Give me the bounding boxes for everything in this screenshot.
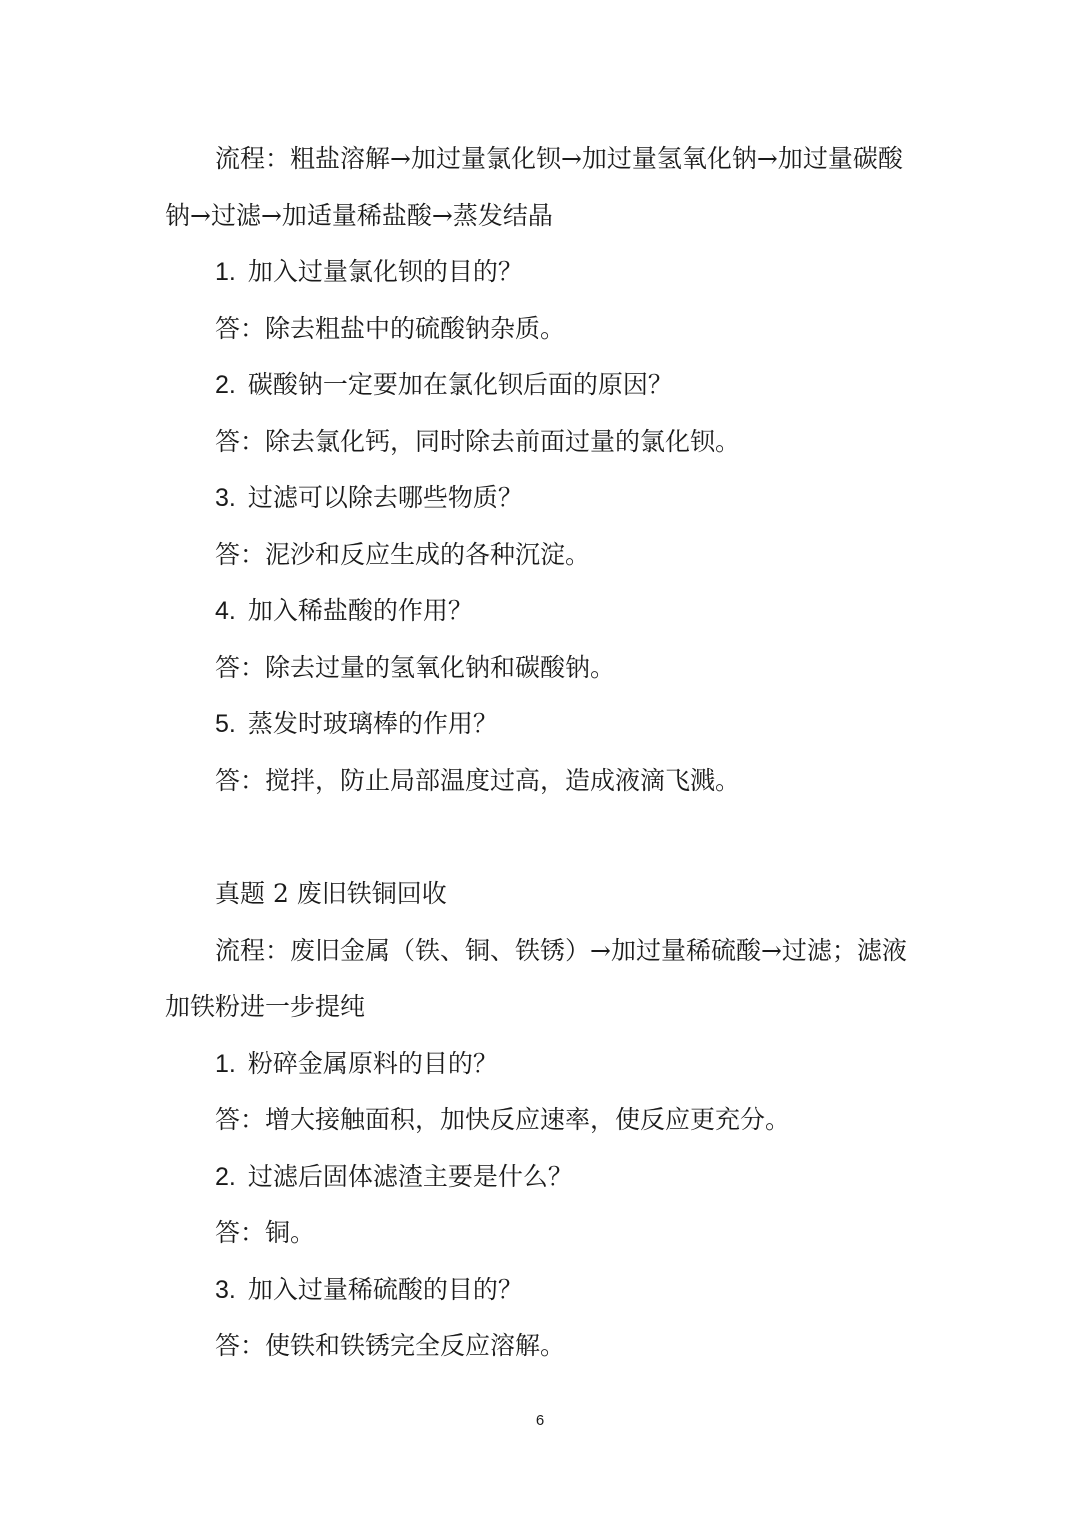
question-number: 1. xyxy=(215,1050,236,1078)
question-text: 过滤可以除去哪些物质？ xyxy=(247,483,523,512)
section-title: 真题 2 废旧铁铜回收 xyxy=(215,879,447,908)
flow-line-continued: 钠→过滤→加适量稀盐酸→蒸发结晶 xyxy=(165,201,553,230)
question xyxy=(0,369,1080,401)
question-text: 加入稀盐酸的作用？ xyxy=(247,596,473,625)
answer: 答：除去氯化钙，同时除去前面过量的氯化钡。 xyxy=(215,427,741,456)
answer: 答：使铁和铁锈完全反应溶解。 xyxy=(215,1331,566,1360)
flow-line: 流程：粗盐溶解→加过量氯化钡→加过量氢氧化钠→加过量碳酸 xyxy=(215,144,903,173)
page-number: 6 xyxy=(535,1412,545,1429)
question xyxy=(0,595,1080,627)
flow-line: 流程：废旧金属（铁、铜、铁锈）→加过量稀硫酸→过滤；滤液 xyxy=(215,936,907,965)
answer: 答：除去粗盐中的硫酸钠杂质。 xyxy=(215,314,566,343)
answer: 答：铜。 xyxy=(215,1218,316,1247)
question-number: 4. xyxy=(215,597,236,625)
question-text: 加入过量稀硫酸的目的？ xyxy=(247,1275,523,1304)
question-number: 3. xyxy=(215,484,236,512)
question-text: 蒸发时玻璃棒的作用？ xyxy=(247,709,498,738)
question xyxy=(0,1161,1080,1193)
flow-line-continued: 加铁粉进一步提纯 xyxy=(165,992,366,1021)
question-text: 加入过量氯化钡的目的？ xyxy=(247,257,523,286)
question-number: 1. xyxy=(215,258,236,286)
question-number: 3. xyxy=(215,1276,236,1304)
question xyxy=(0,708,1080,740)
question xyxy=(0,482,1080,514)
question-text: 过滤后固体滤渣主要是什么？ xyxy=(247,1162,573,1191)
question-text: 碳酸钠一定要加在氯化钡后面的原因？ xyxy=(247,370,673,399)
answer: 答：泥沙和反应生成的各种沉淀。 xyxy=(215,540,591,569)
question xyxy=(0,256,1080,288)
answer: 答：增大接触面积，加快反应速率，使反应更充分。 xyxy=(215,1105,791,1134)
question xyxy=(0,1048,1080,1080)
question-number: 2. xyxy=(215,371,236,399)
question-number: 2. xyxy=(215,1163,236,1191)
question-text: 粉碎金属原料的目的？ xyxy=(247,1049,498,1078)
question-number: 5. xyxy=(215,710,236,738)
answer: 答：搅拌，防止局部温度过高，造成液滴飞溅。 xyxy=(215,766,741,795)
question xyxy=(0,1274,1080,1306)
answer: 答：除去过量的氢氧化钠和碳酸钠。 xyxy=(215,653,616,682)
